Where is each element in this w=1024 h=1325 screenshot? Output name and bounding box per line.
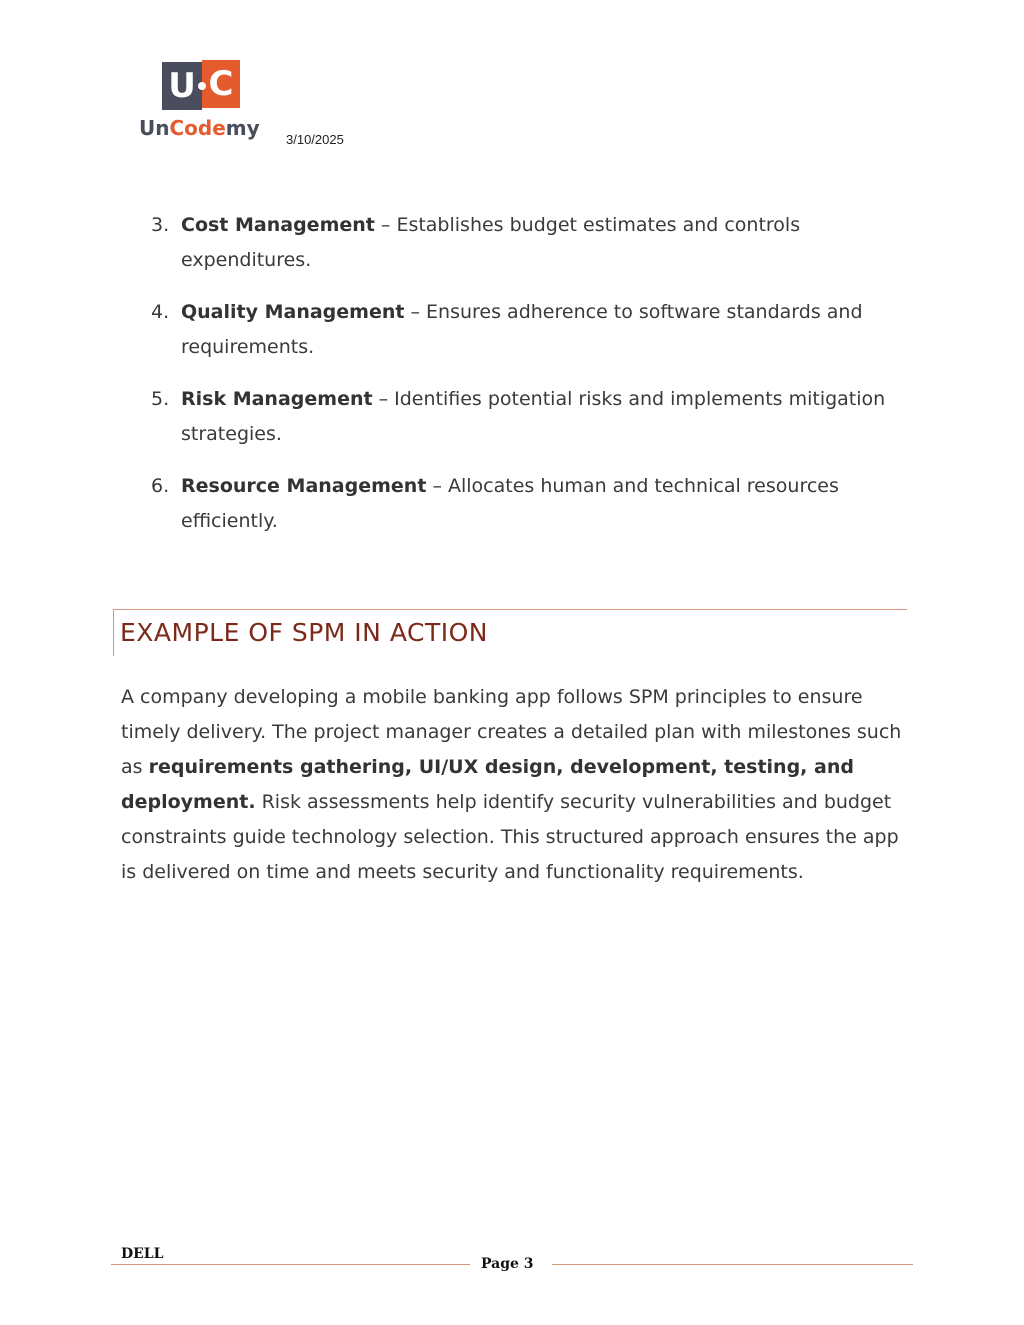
list-item-number: 4. xyxy=(151,301,170,323)
logo-dot xyxy=(198,82,206,90)
list-item-term: Risk Management xyxy=(181,388,373,410)
list-item-text: – Ensures adherence to software standards and requirements. xyxy=(181,301,863,358)
footer-author: DELL xyxy=(121,1246,164,1262)
management-list xyxy=(148,208,908,556)
uncodemy-logo xyxy=(139,60,265,146)
list-item-number: 5. xyxy=(151,388,170,410)
list-item-text: – Establishes budget estimates and controls expenditures. xyxy=(181,214,801,271)
footer-page-number: Page 3 xyxy=(481,1256,534,1272)
logo-letter-c: C xyxy=(202,60,240,108)
logo-wordmark: UnCodemy xyxy=(139,116,260,140)
list-item-term: Resource Management xyxy=(181,475,427,497)
example-paragraph: A company developing a mobile banking app follows SPM principles to ensure timely delivery. The project manager creates a detailed plan with milestones such as requirements gathering, UI/UX design, development, testing, and deployment. Risk assessments help identify security vulnerabilities and budget constraints guide technology selection. This structured approach ensures the app is delivered on time and meets security and functionality requirements. xyxy=(121,686,902,883)
header-date: 3/10/2025 xyxy=(286,132,344,147)
section-heading: EXAMPLE OF SPM IN ACTION xyxy=(120,618,488,647)
list-item xyxy=(148,295,908,365)
footer-divider-left xyxy=(111,1264,470,1265)
list-item xyxy=(148,469,908,539)
paragraph-bold-text: requirements gathering, UI/UX design, development, testing, and deployment. xyxy=(121,756,854,813)
list-item-text: – Identifies potential risks and implements mitigation strategies. xyxy=(181,388,886,445)
list-item xyxy=(148,208,908,278)
list-item-number: 6. xyxy=(151,475,170,497)
logo-letter-u: U xyxy=(162,62,202,110)
footer-divider-right xyxy=(552,1264,913,1265)
list-item-term: Cost Management xyxy=(181,214,375,236)
list-item-number: 3. xyxy=(151,214,170,236)
section-heading-box xyxy=(113,609,907,656)
list-item-term: Quality Management xyxy=(181,301,405,323)
list-item-text: – Allocates human and technical resources efficiently. xyxy=(181,475,839,532)
list-item xyxy=(148,382,908,452)
logo-mark xyxy=(162,60,242,110)
